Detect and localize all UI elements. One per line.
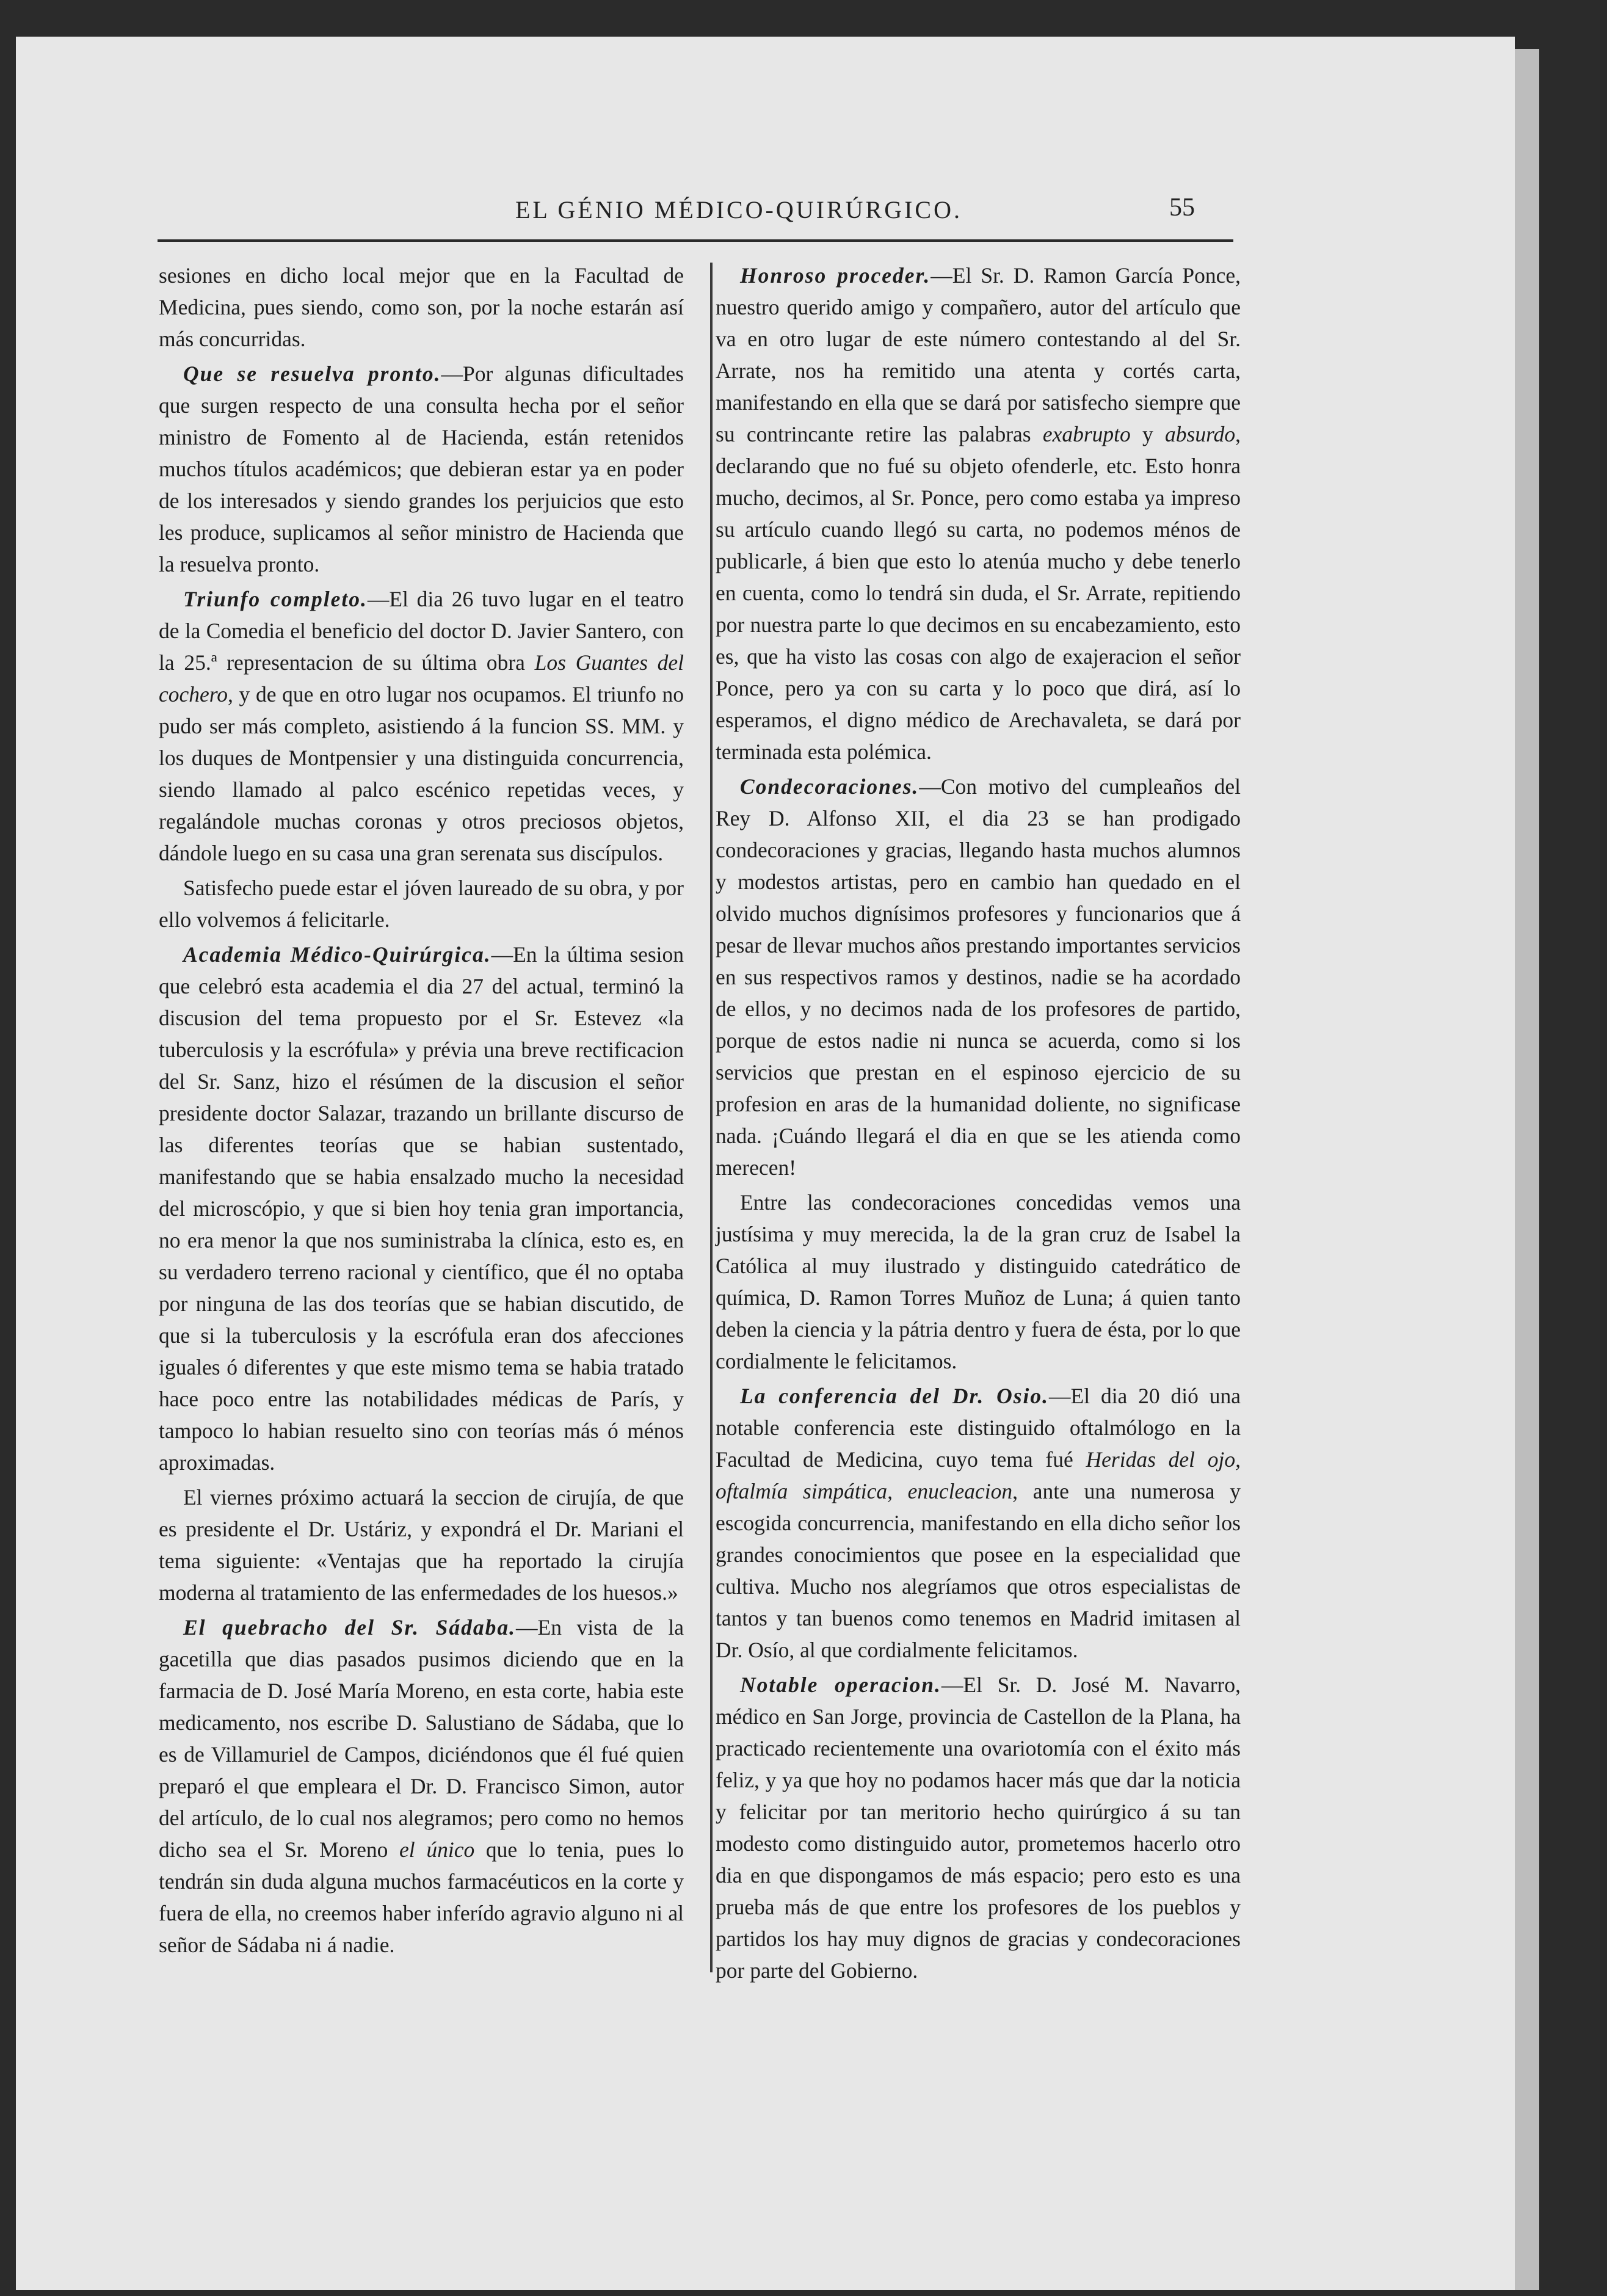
page-number: 55 — [1169, 194, 1195, 222]
left-column — [159, 260, 684, 1964]
news-item-text: , ante una numerosa y escogida concurrencia, manifestando en ella dicho señor los grandes conocimientos que posee en la especialidad que cultiva. Mucho nos alegríamos que otros especialistas de tantos y tan buenos como tenemos en Madrid imitasen al Dr. Osío, al que cordialmente felicitamos. — [716, 1479, 1241, 1662]
paragraph-text: Satisfecho puede estar el jóven laureado de su obra, y por ello volvemos á felicitarle. — [159, 876, 684, 932]
news-item-heading: Que se resuelva pronto. — [183, 361, 441, 386]
news-item-heading: La conferencia del Dr. Osio. — [740, 1384, 1050, 1408]
paragraph-text: El viernes próximo actuará la seccion de cirujía, de que es presidente el Dr. Ustáriz, y expondrá el Dr. Mariani el tema siguiente: «Ventajas que ha reportado la cirujía moderna al tratamiento de las enfermedades de los huesos.» — [159, 1485, 684, 1605]
news-item-text: —Por algunas dificultades que surgen respecto de una consulta hecha por el señor ministro de Fomento al de Hacienda, están retenidos muchos títulos académicos; que debieran estar ya en poder de los interesados y siendo grandes los perjuicios que esto les produce, suplicamos al señor ministro de Hacienda que la resuelva pronto. — [159, 361, 684, 576]
paragraph — [159, 872, 684, 935]
news-item — [159, 939, 684, 1478]
paragraph-text: Entre las condecoraciones concedidas vemos una justísima y muy merecida, la de la gran cruz de Isabel la Católica al muy ilustrado y distinguido catedrático de química, D. Ramon Torres Muñoz de Luna; á quien tanto deben la ciencia y la pátria dentro y fuera de ésta, por lo que cordialmente le felicitamos. — [716, 1190, 1241, 1373]
news-item-heading: Academia Médico-Quirúrgica. — [183, 942, 492, 967]
lecture-topic: Heridas del ojo, oftalmía simpática, enucleacion — [716, 1447, 1241, 1503]
news-item-heading: Condecoraciones. — [740, 774, 920, 799]
page-edge — [1515, 49, 1539, 2290]
emphasis: absurdo — [1165, 422, 1236, 446]
news-item-text: —En la última sesion que celebró esta academia el dia 27 del actual, terminó la discusion del tema propuesto por el Sr. Estevez «la tuberculosis y la escrófula» y prévia una breve rectificacion del Sr. Sanz, hizo el résúmen de la discusion el señor presidente doctor Salazar, trazando un brillante discurso de las diferentes teorías que se habian sustentado, manifestando que se habia ensalzado mucho la necesidad del microscópio, y que si bien hoy tenia gran importancia, no era menor la que nos suministraba la clínica, esto es, en su verdadero terreno racional y científico, que él no optaba por ninguna de las dos teorías que se habian discutido, de que si la tuberculosis y la escrófula eran dos afecciones iguales ó diferentes y que este mismo tema se habia tratado hace poco entre las notabilidades médicas de París, y tampoco lo habian resuelto sino con teorías más ó ménos aproximadas. — [159, 942, 684, 1475]
news-item-heading: Notable operacion. — [740, 1673, 941, 1697]
news-item-text: —El dia 20 dió una notable conferencia este distinguido oftalmólogo en la Facultad de Medicina, cuyo tema fué — [716, 1384, 1241, 1472]
column-rule — [710, 263, 713, 1972]
news-item — [716, 771, 1241, 1183]
news-item-text: —El Sr. D. José M. Navarro, médico en San Jorge, provincia de Castellon de la Plana, ha practicado recientemente una ovariotomía con el éxito más feliz, y ya que hoy no podamos hacer más que dar la noticia y felicitar por tan meritorio hecho quirúrgico á su tan modesto como distinguido autor, prometemos hacerlo otro dia en que dispongamos de más espacio; pero esto es una prueba más de que entre los profesores de los pueblos y partidos los hay muy dignos de gracias y condecoraciones por parte del Gobierno. — [716, 1673, 1241, 1983]
right-column — [716, 260, 1241, 1989]
paragraph-text: sesiones en dicho local mejor que en la Facultad de Medicina, pues siendo, como son, por la noche estarán así más concurridas. — [159, 263, 684, 351]
news-item-text: —El dia 26 tuvo lugar en el teatro de la Comedia el beneficio del doctor D. Javier Santero, con la 25.ª representacion de su última obra — [159, 587, 684, 675]
news-item-text: , declarando que no fué su objeto ofenderle, etc. Esto honra mucho, decimos, al Sr. Ponce, pero como estaba ya impreso su artículo cuando llegó su carta, no podemos ménos de publicarle, á bien que esto lo atenúa mucho y debe tenerlo en cuenta, como lo tendrá sin duda, el Sr. Arrate, repitiendo por nuestra parte lo que decimos en su encabezamiento, esto es, que ha visto las cosas con algo de exajeracion el señor Ponce, pero ya con su carta y lo poco que dirá, así lo esperamos, el digno médico de Arechavaleta, se dará por terminada esta polémica. — [716, 422, 1241, 764]
news-item — [716, 1669, 1241, 1986]
news-item-text: —En vista de la gacetilla que dias pasados pusimos diciendo que en la farmacia de D. José María Moreno, en esta corte, habia este medicamento, nos escribe D. Salustiano de Sádaba, que lo es de Villamuriel de Campos, diciéndonos que él fué quien preparó el que empleara el Dr. D. Francisco Simon, autor del artículo, de lo cual nos alegramos; pero como no hemos dicho sea el Sr. Moreno — [159, 1615, 684, 1862]
emphasis: exabrupto — [1042, 422, 1131, 446]
news-item — [716, 260, 1241, 768]
news-item-heading: Triunfo completo. — [183, 587, 368, 611]
news-item-text: , y de que en otro lugar nos ocupamos. El triunfo no pudo ser más completo, asistiendo á la funcion SS. MM. y los duques de Montpensier y una distinguida concurrencia, siendo llamado al palco escénico repetidas veces, y regalándole muchas coronas y otros preciosos objetos, dándole luego en su casa una gran serenata sus discípulos. — [159, 682, 684, 865]
emphasis: el único — [399, 1837, 475, 1862]
news-item-text: y — [1130, 422, 1166, 446]
paragraph — [159, 1481, 684, 1608]
news-item-text: —Con motivo del cumpleaños del Rey D. Alfonso XII, el dia 23 se han prodigado condecoraciones y gracias, llegando hasta muchos alumnos y modestos artistas, pero en cambio han quedado en el olvido muchos dignísimos profesores y funcionarios que á pesar de llevar muchos años prestando importantes servicios en sus respectivos ramos y destinos, nadie se ha acordado de ellos, y no decimos nada de los profesores de partido, porque de estos nadie ni nunca se acuerda, como si los servicios que prestan en el espinoso ejercicio de su profesion en aras de la humanidad doliente, no significase nada. ¡Cuándo llegará el dia en que se les atienda como merecen! — [716, 774, 1241, 1180]
paragraph — [159, 260, 684, 355]
news-item — [716, 1380, 1241, 1666]
news-item — [159, 1611, 684, 1961]
news-item-heading: El quebracho del Sr. Sádaba. — [183, 1615, 517, 1640]
running-header-title: EL GÉNIO MÉDICO-QUIRÚRGICO. — [515, 196, 962, 223]
paragraph — [716, 1186, 1241, 1377]
news-item — [159, 583, 684, 869]
header-rule — [158, 239, 1233, 242]
news-item-heading: Honroso proceder. — [740, 263, 931, 288]
news-item-text: —El Sr. D. Ramon García Ponce, nuestro querido amigo y compañero, autor del artículo que va en otro lugar de este número contestando al del Sr. Arrate, nos ha remitido una atenta y cortés carta, manifestando en ella que se dará por satisfecho siempre que su contrincante retire las palabras — [716, 263, 1241, 446]
news-item-text: que lo tenia, pues lo tendrán sin duda alguna muchos farmacéuticos en la corte y fuera de ella, no creemos haber inferído agravio alguno ni al señor de Sádaba ni á nadie. — [159, 1837, 684, 1957]
work-title: Los Guantes del cochero — [159, 650, 684, 707]
news-item — [159, 358, 684, 580]
